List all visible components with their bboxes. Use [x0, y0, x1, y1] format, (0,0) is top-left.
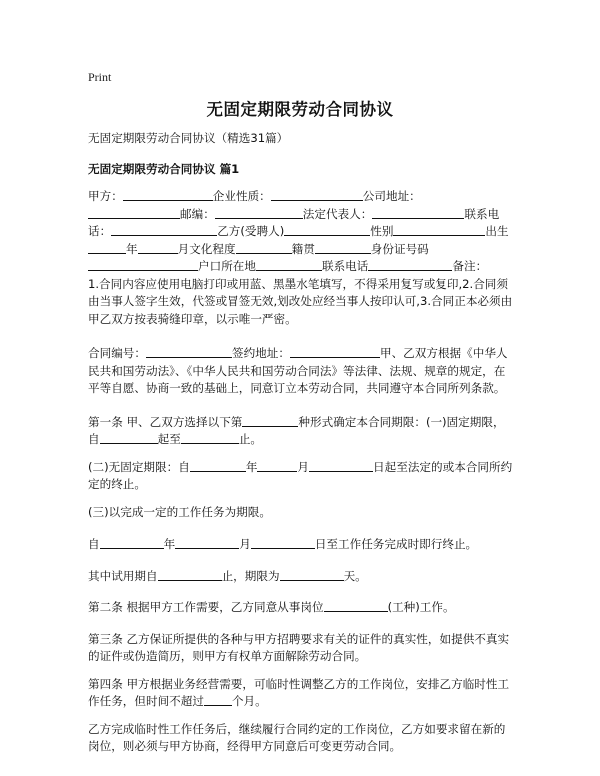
- month-edu-label: 月文化程度: [177, 241, 236, 256]
- hukou-label: 户口所在地: [198, 259, 256, 273]
- contact-phone2-label: 联系电话: [321, 259, 369, 273]
- art1-2-year: 年: [245, 459, 258, 474]
- trial-a: 其中试用期自: [88, 568, 158, 583]
- id-no-label: 身份证号码: [370, 241, 429, 256]
- legal-rep-blank[interactable]: [372, 206, 464, 219]
- contract-paragraph: [88, 345, 514, 398]
- art1-2-year-blank[interactable]: [190, 459, 246, 472]
- party-info-fields: [88, 188, 514, 276]
- native-place-label: 籍贯: [291, 241, 315, 256]
- remarks-label: 备注：: [452, 259, 488, 273]
- party-b-blank[interactable]: [284, 223, 370, 236]
- address-blank[interactable]: [88, 206, 180, 219]
- para1-text: 甲、乙双方根据《中华人民共和国劳动法》、《中华人民共和国劳动合同法》等法律、法规、规章的规定，在平等自愿、协商一致的基础上，同意订立本劳动合同，共同遵守本合同所列条款。: [88, 346, 508, 395]
- year-label: 年: [126, 241, 138, 256]
- trial-days-blank[interactable]: [280, 568, 344, 581]
- sign-place-label: 签约地址：: [231, 346, 290, 360]
- art1-3-month-blank[interactable]: [175, 536, 239, 549]
- art1-2a: (二)无固定期限：自: [88, 459, 190, 474]
- art1-2-month: 月: [297, 459, 310, 474]
- trial-b: 止，期限为: [221, 568, 280, 583]
- art4-months-blank[interactable]: [204, 693, 232, 706]
- article-2-paragraph: [88, 599, 514, 617]
- enterprise-nature-label: 企业性质：: [212, 189, 271, 203]
- party-a-label: 甲方：: [88, 189, 123, 203]
- trial-c: 天。: [343, 568, 367, 583]
- hukou-blank[interactable]: [256, 258, 322, 271]
- company-address-label: 公司地址：: [362, 189, 421, 203]
- sign-place-blank[interactable]: [290, 345, 380, 358]
- art1-3-year-blank[interactable]: [100, 536, 164, 549]
- start-date-blank[interactable]: [100, 431, 158, 444]
- document-subtitle: 无固定期限劳动合同协议（精选31篇）: [88, 131, 289, 145]
- art2-a: 第二条 根据甲方工作需要，乙方同意从事岗位: [88, 600, 324, 614]
- contact-phone-tail: 话：: [88, 224, 112, 238]
- trial-end-blank[interactable]: [158, 568, 222, 581]
- phone-blank[interactable]: [111, 223, 217, 236]
- contract-no-label: 合同编号：: [88, 346, 146, 360]
- party-a-blank[interactable]: [123, 188, 213, 201]
- id-no-blank[interactable]: [88, 258, 198, 271]
- print-label[interactable]: Print: [88, 70, 112, 84]
- legal-rep-label: 法定代表人：: [302, 206, 373, 221]
- art1-2-day-blank[interactable]: [309, 459, 373, 472]
- postcode-label: 邮编：: [180, 206, 215, 221]
- art2-post-blank[interactable]: [324, 599, 388, 612]
- article-4-paragraph: [88, 676, 514, 711]
- contract-no-blank[interactable]: [146, 345, 232, 358]
- gender-blank[interactable]: [393, 223, 485, 236]
- postcode-blank[interactable]: [215, 206, 303, 219]
- art1-2-month-blank[interactable]: [257, 459, 297, 472]
- year2-label: 年: [163, 537, 176, 551]
- fields-line-5: [88, 258, 514, 276]
- fields-line-3: [88, 223, 514, 241]
- fields-line-4: [88, 241, 514, 259]
- art1-form-blank[interactable]: [242, 414, 298, 427]
- note-paragraph: 1.合同内容应使用电脑打印或用蓝、黑墨水笔填写，不得采用复写或复印,2.合同须由当事人签字生效，代签或冒签无效,划改处应经当事人按印认可,3.合同正本必须由甲乙双方按表骑缝印章，以示唯一严密。: [88, 276, 513, 326]
- end-label: 止。: [238, 432, 263, 446]
- birth-month-blank[interactable]: [138, 241, 178, 254]
- gender-label: 性别: [370, 224, 394, 238]
- article-1-paragraph: [88, 414, 514, 449]
- article-1-3-dates: [88, 536, 514, 554]
- from2-label: 自: [88, 537, 100, 551]
- birth-year-blank[interactable]: [88, 241, 126, 254]
- art1-3-day-blank[interactable]: [251, 536, 315, 549]
- art1-3b: 日至工作任务完成时即行终止。: [314, 537, 478, 551]
- from-label: 自: [88, 432, 100, 446]
- birth-label: 出生: [485, 224, 509, 238]
- native-place-blank[interactable]: [315, 241, 371, 254]
- article-1-2-paragraph: [88, 459, 514, 494]
- fields-line-1: [88, 188, 514, 206]
- section-heading: 无固定期限劳动合同协议 篇1: [88, 161, 240, 176]
- document-body: [88, 130, 514, 756]
- education-blank[interactable]: [236, 241, 292, 254]
- art1-2b: 日起至法定的或本合同所约定的终止。: [88, 459, 513, 491]
- end-date-blank[interactable]: [181, 431, 239, 444]
- art1-a: 第一条 甲、乙双方选择以下第: [88, 414, 243, 429]
- art4-a: 第四条 甲方根据业务经营需要，可临时性调整乙方的工作岗位，安排乙方临时性工作任务，但时间不超过: [88, 676, 510, 708]
- article-3-paragraph: 第三条 乙方保证所提供的各种与甲方招聘要求有关的证件的真实性，如提供不真实的证件或伪造简历，则甲方有权单方面解除劳动合同。: [88, 631, 510, 663]
- start-to-label: 起至: [157, 432, 181, 446]
- art2-b: (工种)工作。: [387, 600, 455, 614]
- document-title: 无固定期限劳动合同协议: [206, 100, 394, 119]
- article-1-3-paragraph: (三)以完成一定的工作任务为期限。: [88, 504, 271, 519]
- contact-phone-label: 联系电: [464, 206, 500, 221]
- art1-b: 种形式确定本合同期限：(一)固定期限，: [298, 414, 505, 429]
- enterprise-nature-blank[interactable]: [271, 188, 363, 201]
- trial-period-paragraph: [88, 568, 514, 586]
- art4-b: 个月。: [231, 694, 267, 708]
- party-b-label: 乙方(受聘人): [217, 224, 285, 238]
- article-4-continued-paragraph: 乙方完成临时性工作任务后，继续履行合同约定的工作岗位，乙方如要求留在新的岗位，则必须与甲方协商，经得甲方同意后可变更劳动合同。: [88, 721, 506, 753]
- fields-line-2: [88, 206, 514, 224]
- contact-phone2-blank[interactable]: [368, 258, 452, 271]
- month2-label: 月: [239, 537, 251, 551]
